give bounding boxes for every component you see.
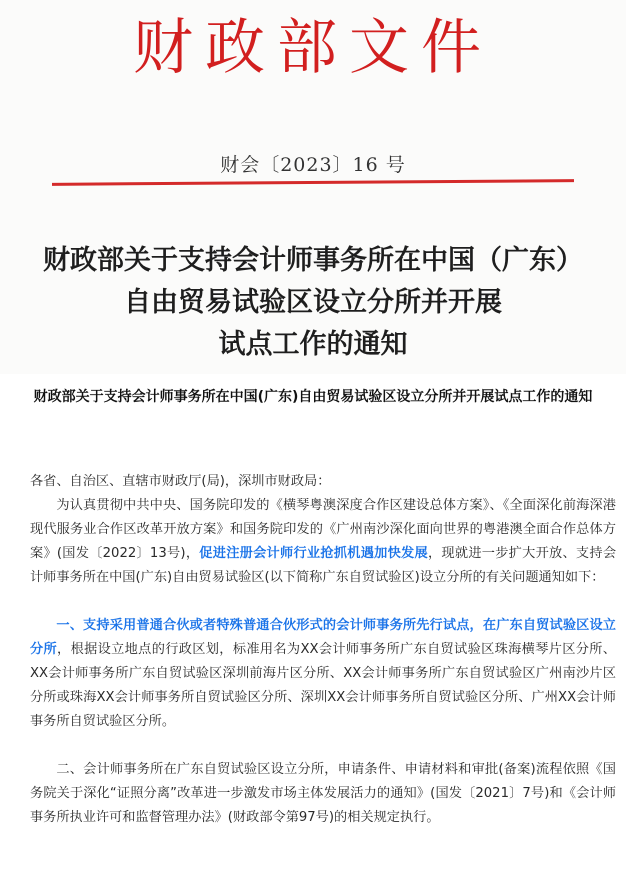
item-one-highlight: 一、支持采用普通合伙或者特殊普通合伙形式的会计师事务所先行试点，在广东自贸试验区设立分所 [30, 618, 616, 657]
paragraph-intro [30, 494, 616, 590]
paragraph-gap [30, 590, 616, 614]
scanned-title-line: 试点工作的通知 [218, 329, 408, 360]
scanned-document-header [0, 0, 626, 374]
article-body [30, 470, 616, 830]
scanned-notice-title [0, 240, 626, 366]
salutation: 各省、自治区、直辖市财政厅(局)，深圳市财政局： [30, 474, 331, 489]
scanned-title-line: 自由贸易试验区设立分所并开展 [124, 287, 502, 318]
intro-highlight: 促进注册会计师行业抢抓机遇加快发展 [199, 546, 428, 561]
document-number: 财会〔2023〕16 号 [220, 154, 406, 176]
scanned-title-line: 财政部关于支持会计师事务所在中国（广东） [43, 245, 583, 276]
paragraph-gap [30, 734, 616, 758]
masthead-title: 财政部文件 [133, 13, 493, 83]
item-one-text: ，根据设立地点的行政区划，标准用名为XX会计师事务所广东自贸试验区珠海横琴片区分所、XX会计师事务所广东自贸试验区深圳前海片区分所、XX会计师事务所广东自贸试验区广州南沙片区分所或珠海XX会计师事务所自贸试验区分所、深圳XX会计师事务所自贸试验区分所、广州XX会计师事务所自贸试验区分所。 [30, 642, 616, 729]
intro-text-end: ，现就进一步扩大开放、支持会计师事务所在中国(广东)自由贸易试验区(以下简称广东自贸试验区)设立分所的有关问题通知如下： [30, 546, 617, 585]
article-title: 财政部关于支持会计师事务所在中国(广东)自由贸易试验区设立分所并开展试点工作的通知 [33, 389, 593, 405]
paragraph-item-two: 二、会计师事务所在广东自贸试验区设立分所，申请条件、申请材料和审批(备案)流程依照《国务院关于深化“证照分离”改革进一步激发市场主体发展活力的通知》(国发〔2021〕7号)和《会计师事务所执业许可和监督管理办法》(财政部令第97号)的相关规定执行。 [30, 762, 616, 825]
intro-text: 为认真贯彻中共中央、国务院印发的《横琴粤澳深度合作区建设总体方案》、《全面深化前海深港现代服务业合作区改革开放方案》和国务院印发的《广州南沙深化面向世界的粤港澳全面合作总体方案》(国发〔2022〕13号)， [30, 498, 616, 561]
paragraph-item-one [30, 614, 616, 734]
red-divider-line [52, 179, 574, 186]
